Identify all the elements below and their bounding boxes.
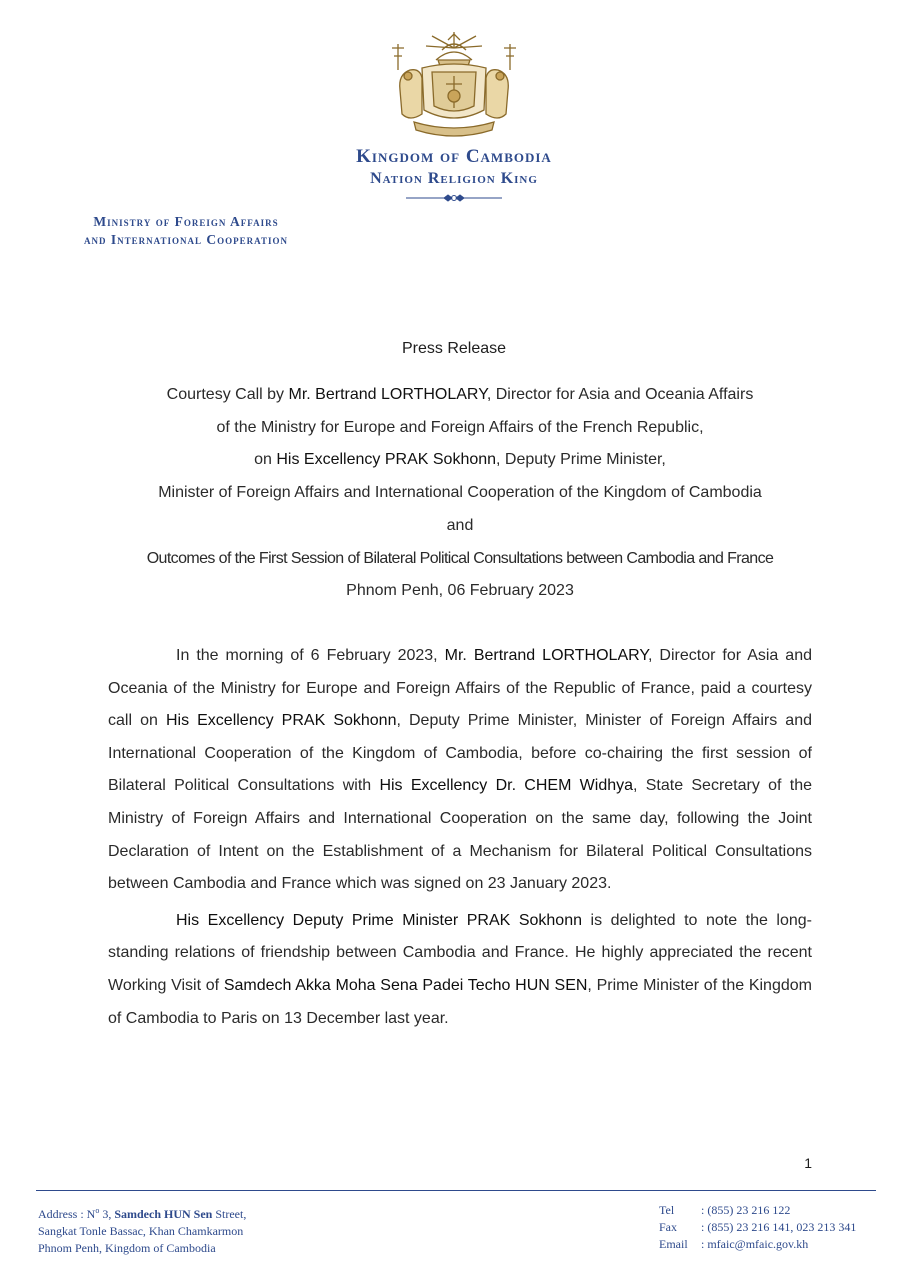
- kingdom-title: Kingdom of Cambodia: [356, 146, 552, 167]
- ministry-name-line2: and International Cooperation: [84, 232, 288, 247]
- email-link[interactable]: : mfaic@mfaic.gov.kh: [701, 1237, 809, 1251]
- address-line-1: Address : $N^o$ 3, Samdech HUN Sen Street,: [38, 1206, 247, 1221]
- release-body: [108, 640, 812, 1039]
- press-release-title: Press Release: [401, 340, 507, 357]
- telephone-row: Tel : (855) 23 216 122: [659, 1203, 791, 1217]
- subject-line-3: on His Excellency PRAK Sokhonn, Deputy Prime Minister,: [254, 451, 666, 469]
- address-line-3: Phnom Penh, Kingdom of Cambodia: [38, 1241, 216, 1255]
- host-name: His Excellency PRAK Sokhonn: [276, 451, 497, 469]
- address-line-2: Sangkat Tonle Bassac, Khan Chamkarmon: [38, 1224, 244, 1238]
- subject-line-6: Outcomes of the First Session of Bilateral Political Consultations between Cambodia and France: [146, 549, 774, 567]
- subject-line-4: Minister of Foreign Affairs and International Cooperation of the Kingdom of Cambodia: [158, 484, 762, 502]
- email-row: Email : mfaic@mfaic.gov.kh: [659, 1237, 809, 1251]
- page-number: 1: [804, 1155, 812, 1171]
- royal-arms-emblem-icon: [392, 30, 516, 142]
- ministry-name-line1: Ministry of Foreign Affairs: [93, 214, 279, 229]
- release-dateline: Phnom Penh, 06 February 2023: [346, 582, 574, 600]
- footer-contacts: [659, 1202, 856, 1253]
- subject-line-2: of the Ministry for Europe and Foreign Affairs of the French Republic,: [216, 418, 704, 436]
- ornament-divider-icon: [404, 192, 504, 204]
- fax-row: Fax : (855) 23 216 141, 023 213 341: [659, 1220, 857, 1234]
- subject-line-5: and: [446, 516, 474, 534]
- footer-address: [38, 1202, 246, 1257]
- paragraph-1: In the morning of 6 February 2023, Mr. Bertrand LORTHOLARY, Director for Asia and Oceania of the Ministry for Europe and Foreign Affairs of the Republic of France, paid a courtesy call on His Excellency PRAK Sokhonn, Deputy Prime Minister, Minister of Foreign Affairs and International Cooperation of the Kingdom of Cambodia, before co-chairing the first session of Bilateral Political Consultations with His Excellency Dr. CHEM Widhya, State Secretary of the Ministry of Foreign Affairs and International Cooperation on the same day, following the Joint Declaration of Intent on the Establishment of a Mechanism for Bilateral Political Consultations between Cambodia and France which was signed on 23 January 2023.: [108, 647, 813, 893]
- footer-divider: [36, 1190, 876, 1191]
- paragraph-2: His Excellency Deputy Prime Minister PRAK Sokhonn is delighted to note the long-standing relations of friendship between Cambodia and France. He highly appreciated the recent Working Visit of Samdech Akka Moha Sena Padei Techo HUN SEN, Prime Minister of the Kingdom of Cambodia to Paris on 13 December last year.: [108, 911, 812, 1027]
- release-subject: [60, 379, 860, 608]
- subject-line-1: Courtesy Call by Mr. Bertrand LORTHOLARY, Director for Asia and Oceania Affairs: [166, 386, 754, 403]
- visitor-name: Mr. Bertrand LORTHOLARY: [288, 386, 487, 403]
- ministry-name: [36, 213, 336, 249]
- national-motto: Nation Religion King: [370, 170, 538, 187]
